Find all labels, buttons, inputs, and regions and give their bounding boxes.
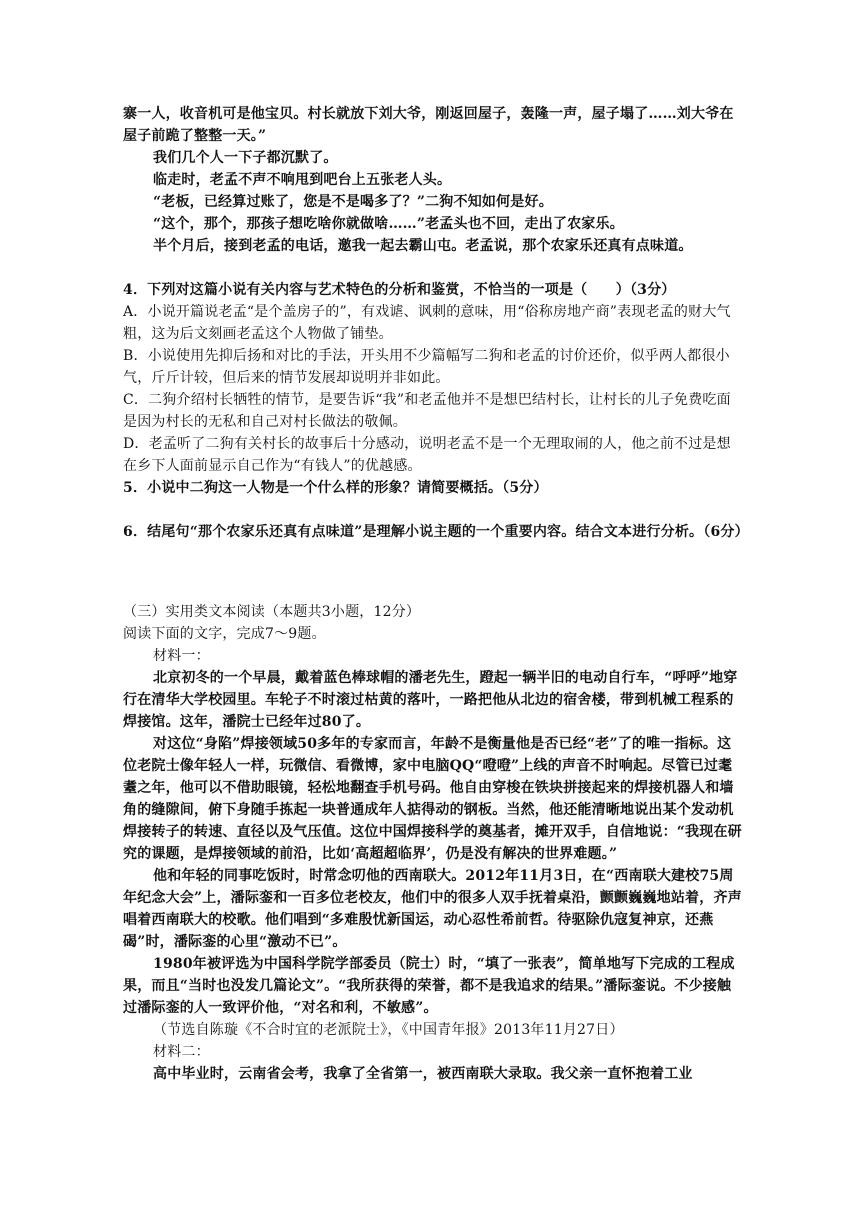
material-2-label: 材料二： — [153, 1044, 210, 1060]
document-body — [123, 103, 749, 1085]
section-instruction: 阅读下面的文字，完成7～9题。 — [123, 626, 326, 642]
question-5: 5．小说中二狗这一人物是一个什么样的形象？请简要概括。（5分） — [123, 480, 548, 496]
story-paragraph: 寨一人，收音机可是他宝贝。村长就放下刘大爷，刚返回屋子，轰隆一声，屋子塌了……刘大爷在屋子前跪了整整一天。” — [123, 106, 734, 144]
spacer — [123, 587, 745, 601]
material-1-paragraph: 他和年轻的同事吃饭时，时常念叨他的西南联大。2012年11月3日，在“西南联大建校75周年纪念大会”上，潘际銮和一百多位老校友，他们中的很多人双手抚着桌沿，颤颤巍巍地站着，齐声唱着西南联大的校歌。他们唱到“多难殷忧新国运，动心忍性希前哲。待驱除仇寇复神京，还燕碣”时，潘际銮的心里“激动不已”。 — [123, 868, 742, 950]
material-1-label: 材料一： — [153, 648, 210, 664]
question-4-option-a: A．小说开篇说老孟“是个盖房子的”，有戏谑、讽刺的意味，用“俗称房地产商”表现老孟的财大气粗，这为后文刻画老孟这个人物做了铺垫。 — [123, 304, 731, 342]
material-2-paragraph: 高中毕业时，云南省会考，我拿了全省第一，被西南联大录取。我父亲一直怀抱着工业 — [153, 1066, 693, 1082]
material-1-paragraph: 北京初冬的一个早晨，戴着蓝色棒球帽的潘老先生，蹬起一辆半旧的电动自行车，“呼呼”地穿行在清华大学校园里。车轮子不时滚过枯黄的落叶，一路把他从北边的宿舍楼，带到机械工程系的焊接馆。这年，潘院士已经年过80了。 — [123, 670, 738, 730]
question-6: 6．结尾句“那个农家乐还真有点味道”是理解小说主题的一个重要内容。结合文本进行分析。（6分） — [123, 524, 749, 540]
story-paragraph: 半个月后，接到老孟的电话，邀我一起去霸山屯。老孟说，那个农家乐还真有点味道。 — [153, 238, 693, 254]
story-paragraph: “这个，那个，那孩子想吃啥你就做啥……”老孟头也不回，走出了农家乐。 — [153, 216, 624, 232]
material-1-paragraph: 对这位“身陷”焊接领域50多年的专家而言，年龄不是衡量他是否已经“老”了的唯一指标。这位老院士像年轻人一样，玩微信、看微博，家中电脑QQ“噔噔”上线的声音不时响起。尽管已过耄耋之年，他可以不借助眼镜，轻松地翻查手机号码。他自由穿梭在铁块拼接起来的焊接机器人和墙角的缝隙间，俯下身随手拣起一块普通成年人掂得动的钢板。当然，他还能清晰地说出某个发动机焊接转子的转速、直径以及气压值。这位中国焊接科学的奠基者，摊开双手，自信地说：“我现在研究的课题，是焊接领域的前沿，比如‘高超超临界’，仍是没有解决的世界难题。” — [123, 736, 742, 862]
material-1-paragraph: 1980年被评选为中国科学院学部委员（院士）时，“填了一张表”，简单地写下完成的工程成果，而且“当时也没发几篇论文”。“我所获得的荣誉，都不是我追求的结果。”潘际銮说。不少接触过潘际銮的人一致评价他，“对名和利，不敏感”。 — [123, 956, 735, 1016]
question-4-option-d: D．老孟听了二狗有关村长的故事后十分感动，说明老孟不是一个无理取闹的人，他之前不过是想在乡下人面前显示自己作为“有钱人”的优越感。 — [123, 436, 731, 474]
section-heading: （三）实用类文本阅读（本题共3小题，12分） — [123, 604, 421, 620]
spacer — [123, 257, 745, 279]
question-4-option-c: C．二狗介绍村长牺牲的情节，是要告诉“我”和老孟他并不是想巴结村长，让村长的儿子免费吃面是因为村长的无私和自己对村长做法的敬佩。 — [123, 392, 731, 430]
material-1-source: （节选自陈璇《不合时宜的老派院士》，《中国青年报》2013年11月27日） — [153, 1022, 624, 1038]
question-4-option-b: B．小说使用先抑后扬和对比的手法，开头用不少篇幅写二狗和老孟的讨价还价，似乎两人都很小气，斤斤计较，但后来的情节发展却说明并非如此。 — [123, 348, 730, 386]
answer-space — [123, 543, 745, 587]
answer-space — [123, 499, 745, 521]
question-4-stem: 4．下列对这篇小说有关内容与艺术特色的分析和鉴赏，不恰当的一项是（ ）（3分） — [123, 282, 676, 298]
story-paragraph: 我们几个人一下子都沉默了。 — [153, 150, 338, 166]
story-paragraph: “老板，已经算过账了，您是不是喝多了？”二狗不知如何是好。 — [153, 194, 553, 210]
story-paragraph: 临走时，老孟不声不响甩到吧台上五张老人头。 — [153, 172, 452, 188]
